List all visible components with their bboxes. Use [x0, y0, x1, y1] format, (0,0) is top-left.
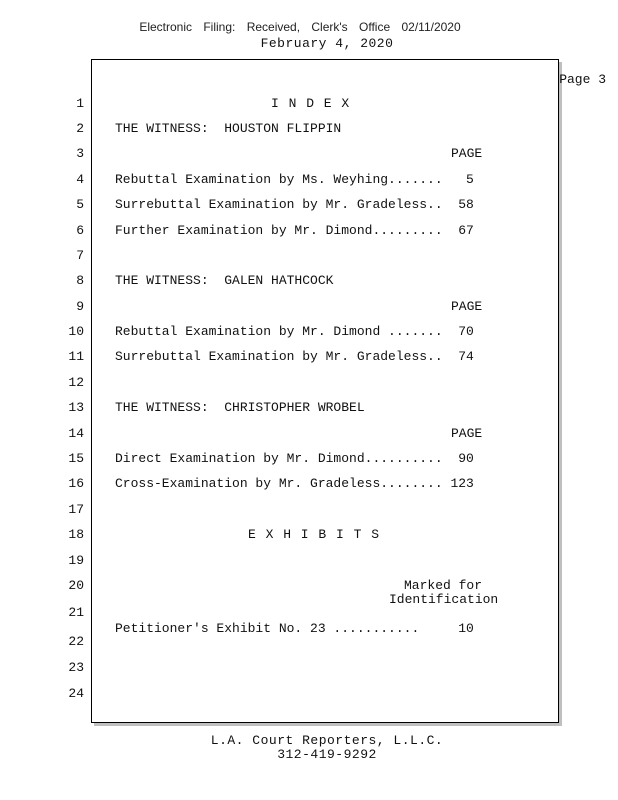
court-reporter-phone: 312-419-9292	[277, 747, 377, 762]
page-number: Page 3	[559, 72, 606, 87]
page-column-heading: PAGE	[451, 146, 483, 161]
line-number: 24	[68, 686, 84, 701]
line-number: 22	[68, 634, 84, 649]
court-reporter-name: L.A. Court Reporters, L.L.C.	[210, 733, 444, 748]
marked-for-label: Marked for	[404, 578, 483, 593]
page-column-heading: PAGE	[451, 426, 483, 441]
page-column-heading: PAGE	[451, 299, 483, 314]
line-number: 20	[68, 578, 84, 593]
identification-label: Identification	[389, 592, 499, 607]
index-entry: Further Examination by Mr. Dimond......... 67	[115, 223, 474, 238]
line-number: 14	[68, 426, 84, 441]
line-number: 3	[76, 146, 84, 161]
index-entry: Rebuttal Examination by Mr. Dimond ....... 70	[115, 324, 474, 339]
line-number: 17	[68, 502, 84, 517]
exhibits-title: E X H I B I T S	[248, 527, 381, 542]
filing-stamp: Electronic Filing: Received, Clerk's Office 02/11/2020	[139, 20, 461, 34]
transcript-date: February 4, 2020	[260, 36, 394, 51]
line-number: 4	[76, 172, 84, 187]
line-number: 21	[68, 605, 84, 620]
index-entry: Surrebuttal Examination by Mr. Gradeless.. 58	[115, 197, 474, 212]
line-number: 7	[76, 248, 84, 263]
line-number: 15	[68, 451, 84, 466]
line-number: 19	[68, 553, 84, 568]
line-number: 10	[68, 324, 84, 339]
witness-heading-wrobel: THE WITNESS: CHRISTOPHER WROBEL	[115, 400, 365, 415]
index-entry: Rebuttal Examination by Ms. Weyhing....... 5	[115, 172, 474, 187]
line-number: 5	[76, 197, 84, 212]
line-number: 12	[68, 375, 84, 390]
line-number: 11	[68, 349, 84, 364]
index-entry: Cross-Examination by Mr. Gradeless........ 123	[115, 476, 474, 491]
line-number: 16	[68, 476, 84, 491]
line-number: 2	[76, 121, 84, 136]
line-number: 18	[68, 527, 84, 542]
line-number: 1	[76, 96, 84, 111]
line-number: 13	[68, 400, 84, 415]
witness-heading-flippin: THE WITNESS: HOUSTON FLIPPIN	[115, 121, 342, 136]
index-title: I N D E X	[271, 96, 351, 111]
line-number: 6	[76, 223, 84, 238]
exhibit-entry: Petitioner's Exhibit No. 23 ........... 10	[115, 621, 474, 636]
line-number: 8	[76, 273, 84, 288]
index-entry: Direct Examination by Mr. Dimond.......... 90	[115, 451, 474, 466]
witness-heading-hathcock: THE WITNESS: GALEN HATHCOCK	[115, 273, 334, 288]
line-number: 9	[76, 299, 84, 314]
line-number: 23	[68, 660, 84, 675]
index-entry: Surrebuttal Examination by Mr. Gradeless.. 74	[115, 349, 474, 364]
